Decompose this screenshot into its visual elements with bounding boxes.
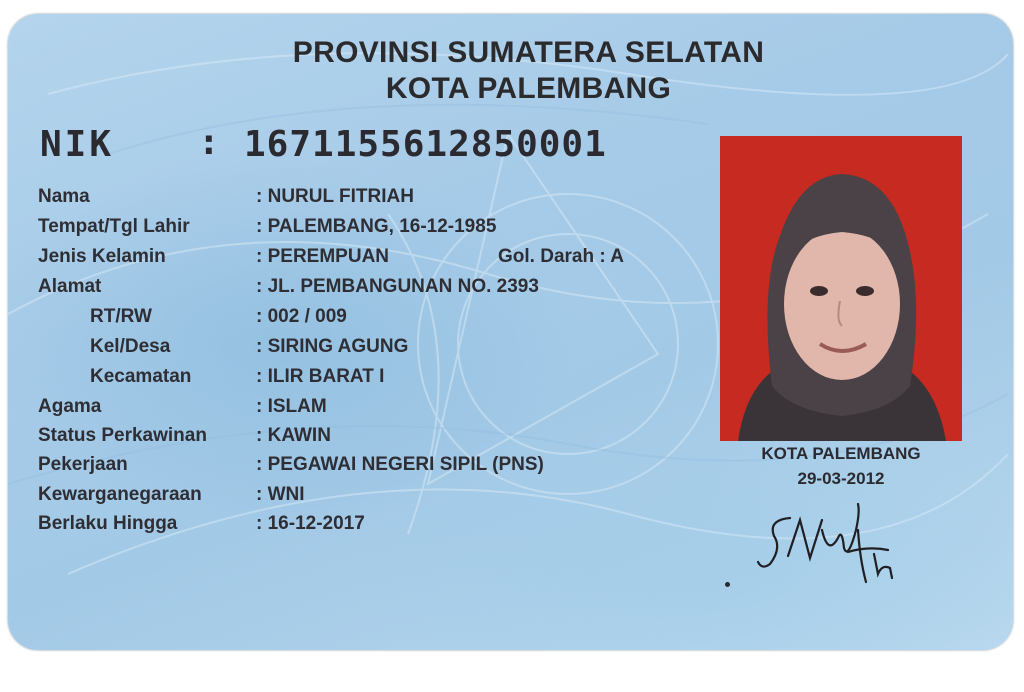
nik-number: 1671155612850001 <box>244 124 607 165</box>
field-value: : ILIR BARAT I <box>256 366 385 387</box>
field-label: Tempat/Tgl Lahir <box>38 216 190 237</box>
signature-icon <box>748 490 928 590</box>
blood-type: Gol. Darah : A <box>498 246 624 267</box>
field-label: Alamat <box>38 276 102 297</box>
field-value: : PALEMBANG, 16-12-1985 <box>256 216 497 237</box>
field-label: Kecamatan <box>90 366 192 387</box>
field-value: : NURUL FITRIAH <box>256 186 414 207</box>
field-label: Kewarganegaraan <box>38 484 202 505</box>
field-value: : 16-12-2017 <box>256 513 365 534</box>
field-label: Pekerjaan <box>38 454 128 475</box>
nik-colon: : <box>198 122 220 163</box>
field-label: Jenis Kelamin <box>38 246 166 267</box>
field-label: Kel/Desa <box>90 336 171 357</box>
field-value: : SIRING AGUNG <box>256 336 409 357</box>
issue-city: KOTA PALEMBANG <box>761 444 921 463</box>
ink-dot <box>725 582 730 587</box>
field-value: : PEREMPUAN <box>256 246 390 267</box>
field-label: Berlaku Hingga <box>38 513 178 534</box>
field-label: RT/RW <box>90 306 152 327</box>
field-value: : KAWIN <box>256 425 331 446</box>
issue-date: 29-03-2012 <box>797 469 885 488</box>
field-value: : PEGAWAI NEGERI SIPIL (PNS) <box>256 454 544 475</box>
field-label: Nama <box>38 186 90 207</box>
field-label: Agama <box>38 396 102 417</box>
id-card <box>8 14 1013 650</box>
province-title: PROVINSI SUMATERA SELATAN <box>292 36 765 69</box>
portrait-icon <box>720 136 962 441</box>
field-value: : WNI <box>256 484 305 505</box>
field-value: : JL. PEMBANGUNAN NO. 2393 <box>256 276 539 297</box>
portrait-photo <box>720 136 962 441</box>
field-value: : 002 / 009 <box>256 306 347 327</box>
field-label: Status Perkawinan <box>38 425 207 446</box>
city-title: KOTA PALEMBANG <box>385 72 672 105</box>
nik-label: NIK <box>40 124 115 165</box>
field-value: : ISLAM <box>256 396 327 417</box>
